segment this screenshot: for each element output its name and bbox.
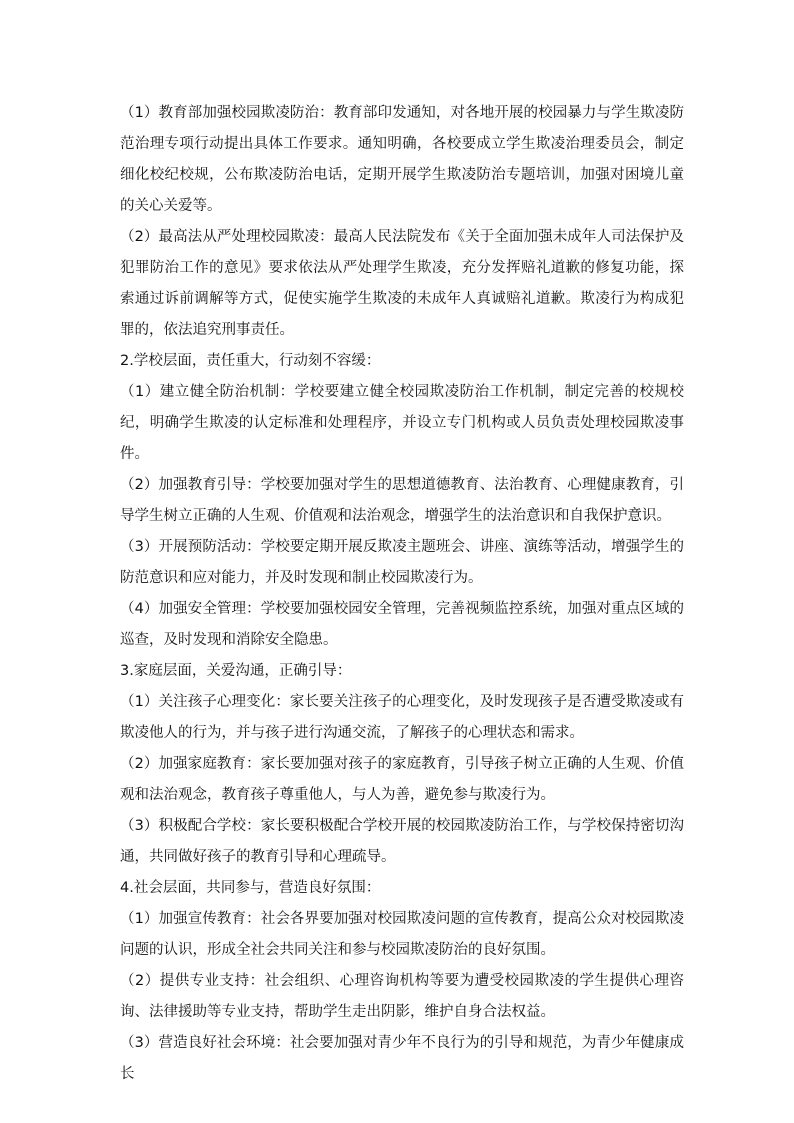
paragraph-school-education: （2）加强教育引导：学校要加强对学生的思想道德教育、法治教育、心理健康教育，引导学生树立正确的人生观、价值观和法治观念，增强学生的法治意识和自我保护意识。 xyxy=(120,477,684,524)
paragraph-society-publicity: （1）加强宣传教育：社会各界要加强对校园欺凌问题的宣传教育，提高公众对校园欺凌问题的认识，形成全社会共同关注和参与校园欺凌防治的良好氛围。 xyxy=(120,911,684,958)
paragraph-family-cooperation: （3）积极配合学校：家长要积极配合学校开展的校园欺凌防治工作，与学校保持密切沟通，共同做好孩子的教育引导和心理疏导。 xyxy=(120,818,684,865)
paragraph-school-mechanism: （1）建立健全防治机制：学校要建立健全校园欺凌防治工作机制，制定完善的校规校纪，明确学生欺凌的认定标准和处理程序，并设立专门机构或人员负责处理校园欺凌事件。 xyxy=(120,384,684,462)
paragraph-society-environment: （3）营造良好社会环境：社会要加强对青少年不良行为的引导和规范，为青少年健康成长 xyxy=(120,1035,684,1082)
paragraph-school-safety: （4）加强安全管理：学校要加强校园安全管理，完善视频监控系统，加强对重点区域的巡查，及时发现和消除安全隐患。 xyxy=(120,601,684,648)
paragraph-ministry-of-education: （1）教育部加强校园欺凌防治：教育部印发通知，对各地开展的校园暴力与学生欺凌防范治理专项行动提出具体工作要求。通知明确，各校要成立学生欺凌治理委员会，制定细化校纪校规，公布欺凌防治电话，定期开展学生欺凌防治专题培训，加强对困境儿童的关心关爱等。 xyxy=(120,105,684,214)
paragraph-family-education: （2）加强家庭教育：家长要加强对孩子的家庭教育，引导孩子树立正确的人生观、价值观和法治观念，教育孩子尊重他人，与人为善，避免参与欺凌行为。 xyxy=(120,756,684,803)
paragraph-family-psychology: （1）关注孩子心理变化：家长要关注孩子的心理变化，及时发现孩子是否遭受欺凌或有欺凌他人的行为，并与孩子进行沟通交流，了解孩子的心理状态和需求。 xyxy=(120,694,684,741)
paragraph-society-support: （2）提供专业支持：社会组织、心理咨询机构等要为遭受校园欺凌的学生提供心理咨询、法律援助等专业支持，帮助学生走出阴影，维护自身合法权益。 xyxy=(120,973,684,1020)
paragraph-school-prevention: （3）开展预防活动：学校要定期开展反欺凌主题班会、讲座、演练等活动，增强学生的防范意识和应对能力，并及时发现和制止校园欺凌行为。 xyxy=(120,539,684,586)
section-heading-society: 4.社会层面，共同参与，营造良好氛围： xyxy=(120,880,381,896)
section-heading-school: 2.学校层面，责任重大，行动刻不容缓： xyxy=(120,353,381,369)
section-heading-family: 3.家庭层面，关爱沟通，正确引导： xyxy=(120,663,352,679)
paragraph-supreme-court: （2）最高法从严处理校园欺凌：最高人民法院发布《关于全面加强未成年人司法保护及犯罪防治工作的意见》要求依法从严处理学生欺凌，充分发挥赔礼道歉的修复功能，探索通过诉前调解等方式，促使实施学生欺凌的未成年人真诚赔礼道歉。欺凌行为构成犯罪的，依法追究刑事责任。 xyxy=(120,229,684,338)
